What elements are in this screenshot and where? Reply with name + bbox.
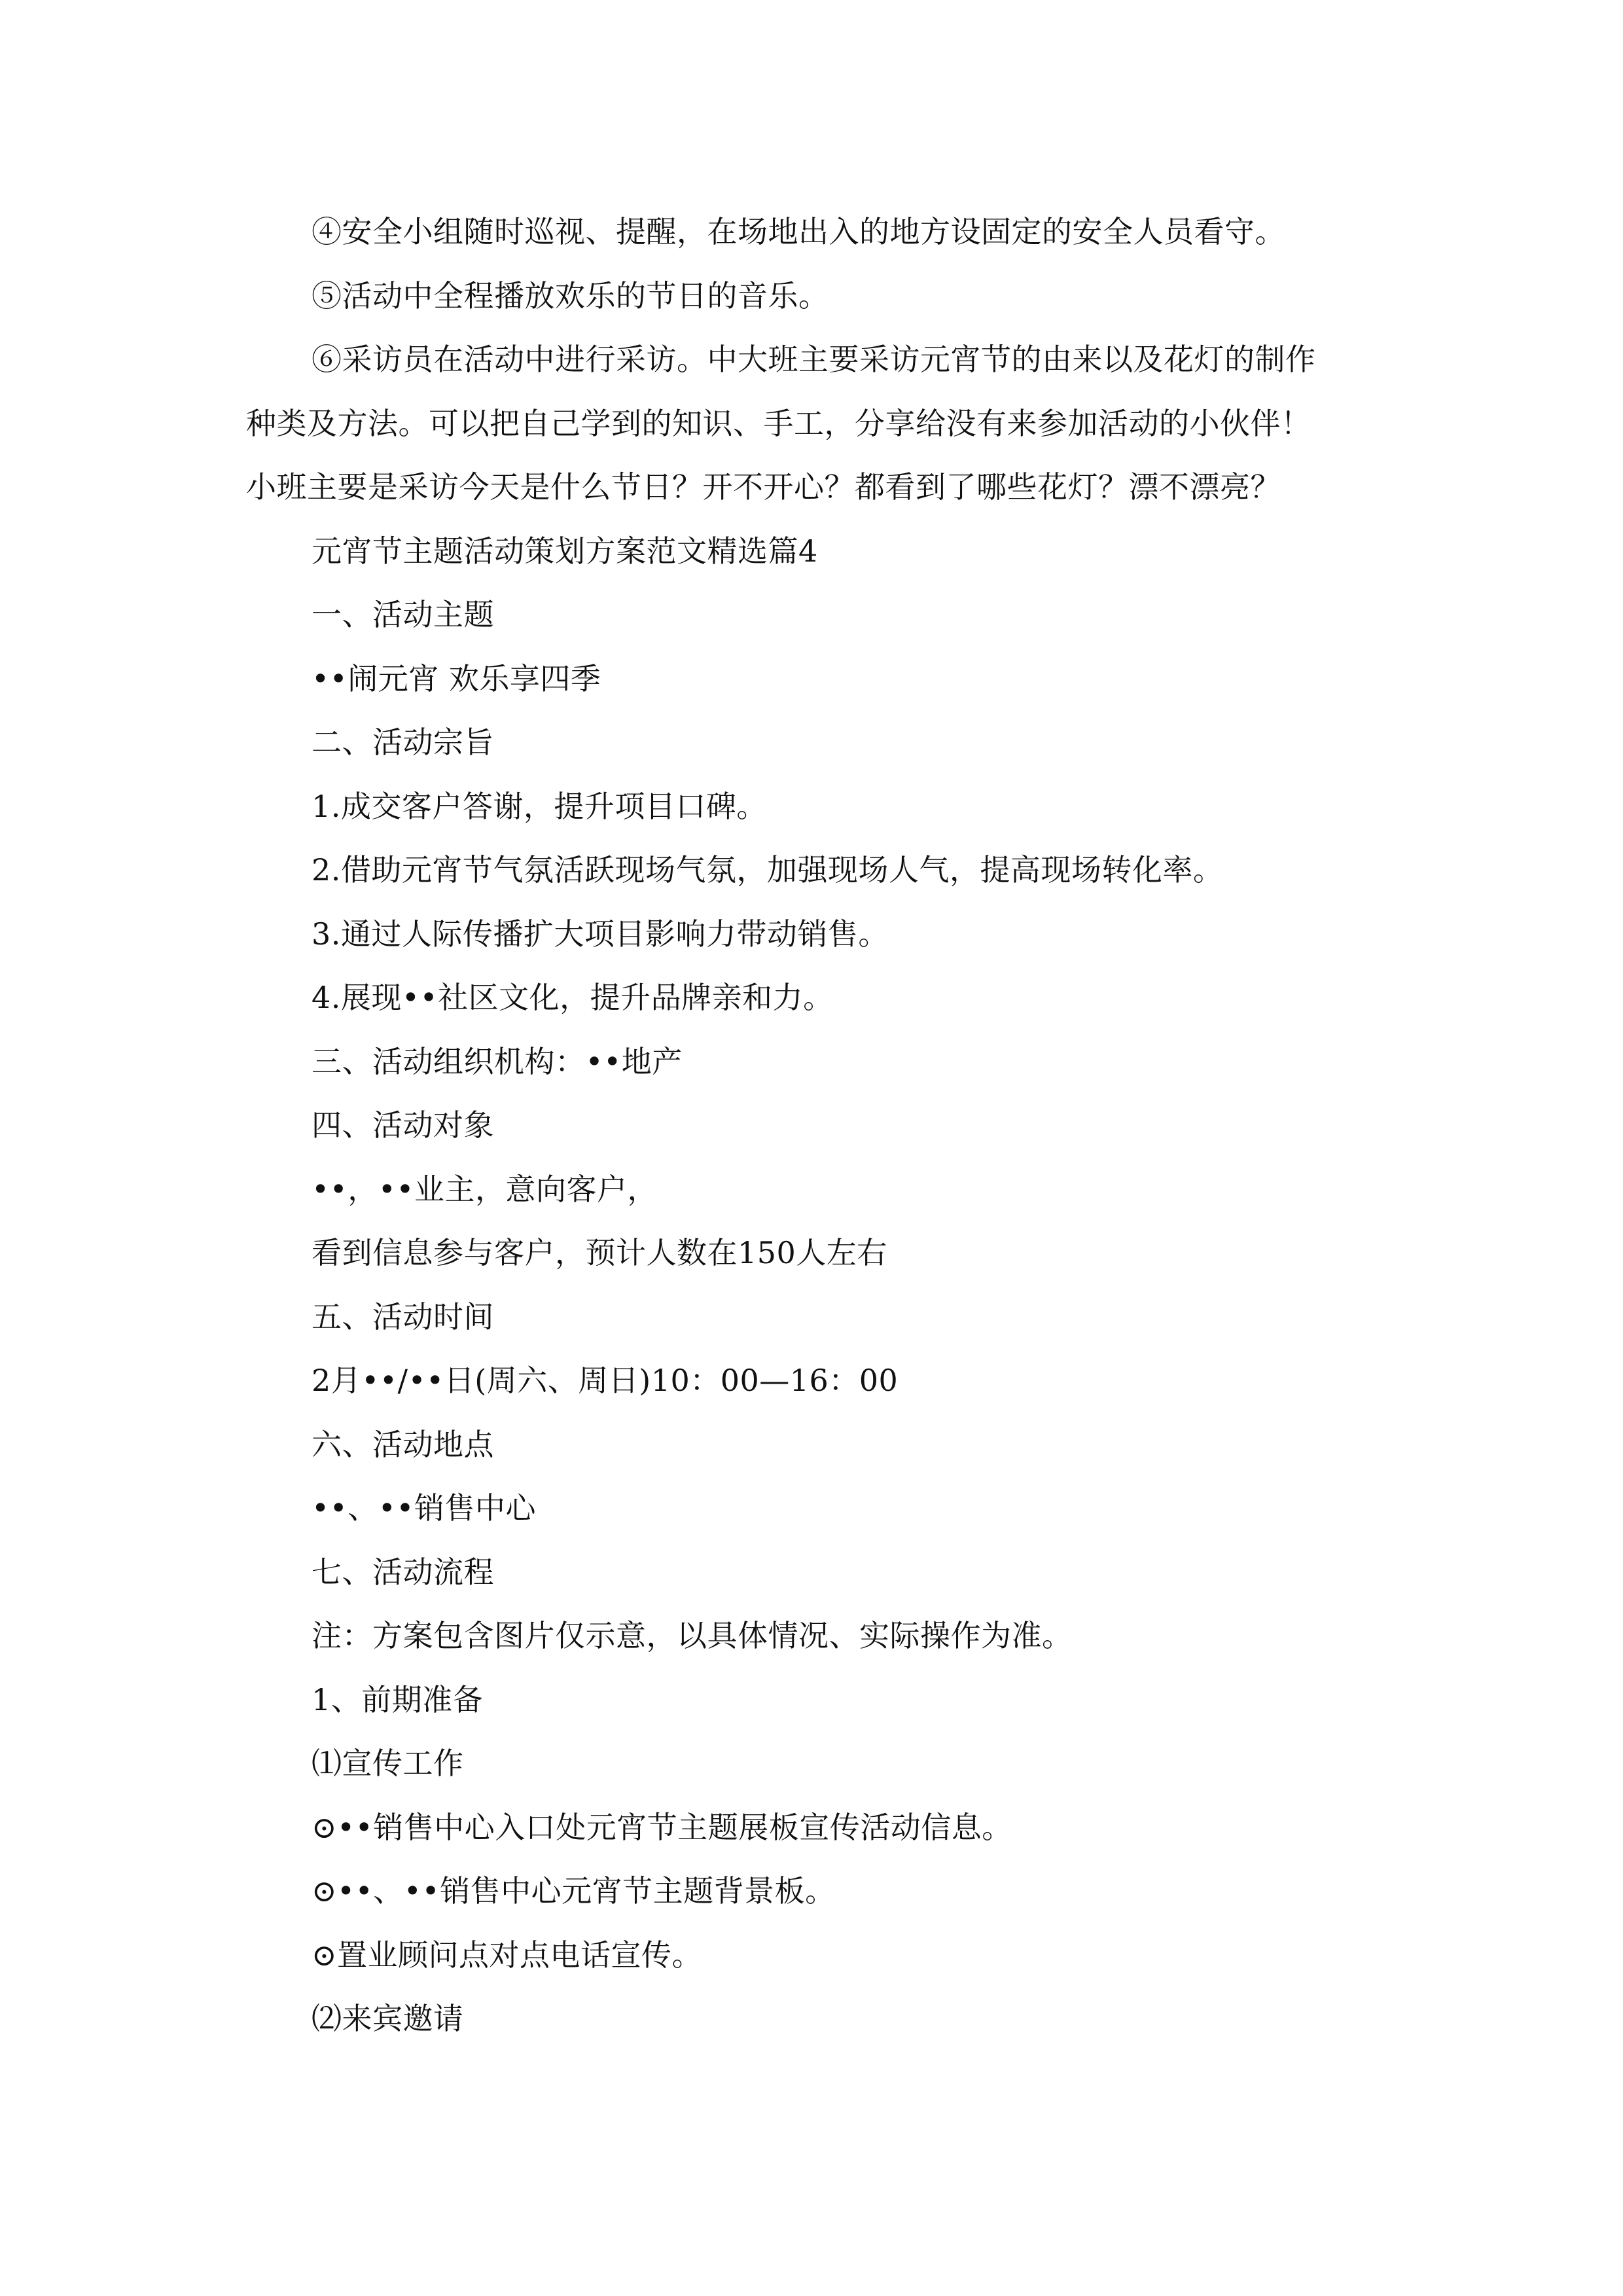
list-item: 1.成交客户答谢，提升项目口碑。 bbox=[312, 788, 767, 824]
paragraph-line: 看到信息参与客户，预计人数在150人左右 bbox=[312, 1235, 887, 1270]
paragraph-line: 2月••/••日(周六、周日)10：00—16：00 bbox=[312, 1363, 899, 1398]
subheading-publicity: ⑴宣传工作 bbox=[312, 1746, 464, 1781]
subheading-guest-invitation: ⑵来宾邀请 bbox=[312, 2001, 464, 2036]
paragraph-line: ⑤活动中全程播放欢乐的节日的音乐。 bbox=[312, 278, 829, 314]
heading-activity-theme: 一、活动主题 bbox=[312, 597, 494, 632]
list-item: 4.展现••社区文化，提升品牌亲和力。 bbox=[312, 980, 834, 1015]
list-item: 3.通过人际传播扩大项目影响力带动销售。 bbox=[312, 916, 889, 952]
paragraph-line: ••闹元宵 欢乐享四季 bbox=[312, 660, 601, 696]
heading-audience: 四、活动对象 bbox=[312, 1107, 494, 1143]
paragraph-line: ••、••销售中心 bbox=[312, 1490, 537, 1526]
list-item: ⊙••销售中心入口处元宵节主题展板宣传活动信息。 bbox=[312, 1809, 1012, 1845]
list-item: 2.借助元宵节气氛活跃现场气氛，加强现场人气，提高现场转化率。 bbox=[312, 852, 1224, 888]
note-line: 注：方案包含图片仅示意，以具体情况、实际操作为准。 bbox=[312, 1618, 1073, 1653]
heading-organizer: 三、活动组织机构：••地产 bbox=[312, 1043, 683, 1079]
paragraph-line: ⑥采访员在活动中进行采访。中大班主要采访元宵节的由来以及花灯的制作 bbox=[312, 342, 1316, 377]
paragraph-line: ④安全小组随时巡视、提醒，在场地出入的地方设固定的安全人员看守。 bbox=[312, 214, 1285, 249]
heading-activity-time: 五、活动时间 bbox=[312, 1299, 494, 1335]
subheading-preparation: 1、前期准备 bbox=[312, 1681, 484, 1717]
list-item: ⊙••、••销售中心元宵节主题背景板。 bbox=[312, 1873, 836, 1909]
paragraph-line: 小班主要是采访今天是什么节日？开不开心？都看到了哪些花灯？漂不漂亮？ bbox=[246, 469, 1281, 505]
paragraph-line: ••，••业主，意向客户， bbox=[312, 1171, 658, 1207]
section-title: 元宵节主题活动策划方案范文精选篇4 bbox=[312, 533, 818, 569]
paragraph-line: 种类及方法。可以把自己学到的知识、手工，分享给没有来参加活动的小伙伴！ bbox=[246, 405, 1311, 441]
heading-activity-process: 七、活动流程 bbox=[312, 1554, 494, 1590]
list-item: ⊙置业顾问点对点电话宣传。 bbox=[312, 1937, 703, 1973]
heading-activity-location: 六、活动地点 bbox=[312, 1426, 494, 1462]
heading-activity-purpose: 二、活动宗旨 bbox=[312, 725, 494, 760]
document-body bbox=[246, 200, 1398, 2051]
